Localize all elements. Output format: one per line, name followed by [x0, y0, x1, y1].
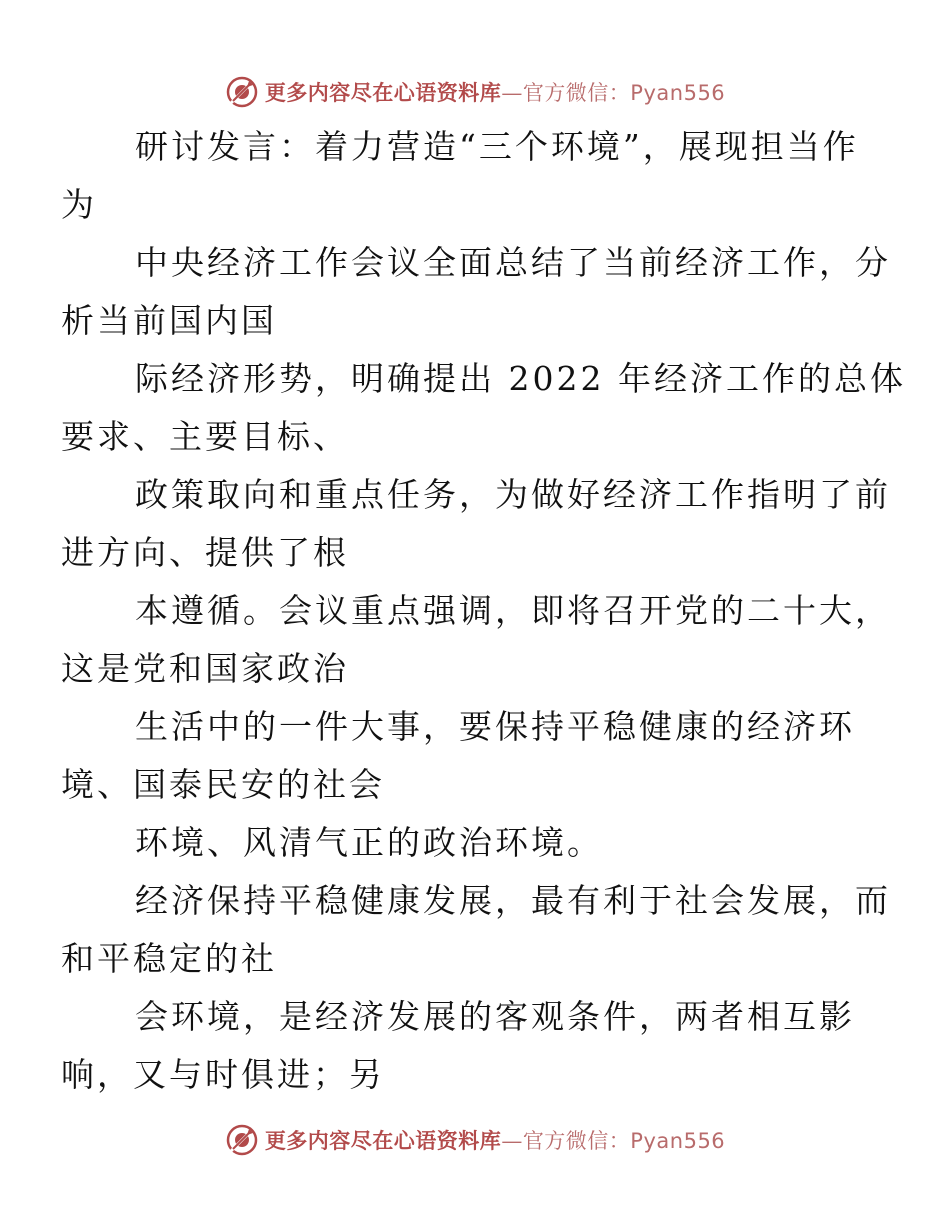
paragraph-line: 本遵循。会议重点强调，即将召开党的二十大， [135, 591, 891, 630]
footer-brand: 更多内容尽在心语资料库 [264, 1128, 502, 1153]
paragraph-line: 境、国泰民安的社会 [61, 765, 385, 804]
paragraph-4 [61, 466, 891, 582]
document-body [61, 118, 906, 1104]
paragraph-line: 际经济形势，明确提出 2022 年经济工作的总体 [135, 359, 906, 398]
header-brand: 更多内容尽在心语资料库 [264, 80, 502, 105]
footer-watermark [0, 1120, 950, 1160]
logo-icon [225, 1123, 259, 1157]
header-watermark [0, 72, 950, 112]
paragraph-line: 为 [61, 185, 97, 224]
paragraph-line: 政策取向和重点任务，为做好经济工作指明了前 [135, 475, 891, 514]
footer-separator: — [501, 1129, 523, 1153]
paragraph-line: 这是党和国家政治 [61, 649, 349, 688]
paragraph-line: 要求、主要目标、 [61, 417, 349, 456]
paragraph-line: 环境、风清气正的政治环境。 [135, 823, 603, 862]
paragraph-2 [61, 234, 891, 350]
paragraph-5 [61, 582, 891, 698]
paragraph-line: 研讨发言：着力营造“三个环境”，展现担当作 [135, 127, 859, 166]
footer-wechat: 官方微信：Pyan556 [522, 1129, 726, 1153]
paragraph-7 [98, 814, 858, 872]
paragraph-line: 经济保持平稳健康发展，最有利于社会发展，而 [135, 881, 891, 920]
logo-icon [225, 75, 259, 109]
paragraph-line: 和平稳定的社 [61, 939, 277, 978]
paragraph-8 [61, 872, 891, 988]
paragraph-line: 响，又与时俱进；另 [61, 1055, 385, 1094]
header-separator: — [501, 81, 523, 105]
paragraph-line: 中央经济工作会议全面总结了当前经济工作，分 [135, 243, 891, 282]
paragraph-line: 进方向、提供了根 [61, 533, 349, 572]
paragraph-line: 生活中的一件大事，要保持平稳健康的经济环 [135, 707, 855, 746]
paragraph-9 [61, 988, 858, 1104]
paragraph-line: 析当前国内国 [61, 301, 277, 340]
paragraph-3 [61, 350, 906, 466]
paragraph-line: 会环境，是经济发展的客观条件，两者相互影 [135, 997, 855, 1036]
paragraph-1 [61, 118, 859, 234]
paragraph-6 [61, 698, 858, 814]
header-wechat: 官方微信：Pyan556 [522, 81, 726, 105]
